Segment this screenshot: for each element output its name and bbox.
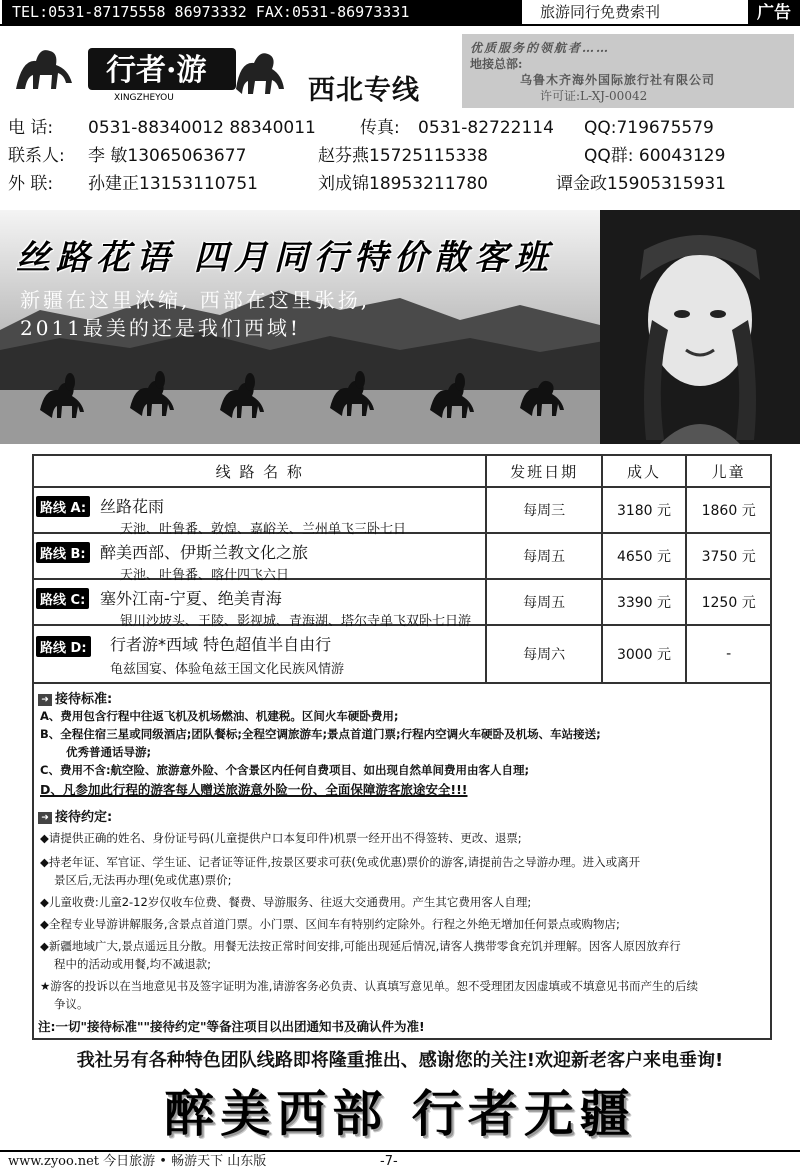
header-child: 儿童 [686,455,771,487]
contact-row-people [0,142,800,170]
standard-title: ➜ 接待标准: [38,688,112,707]
route-table [32,454,772,684]
notes-box [32,684,772,1040]
agency-label: 地接总部: [470,57,523,71]
route-cell [33,533,486,583]
route-badge: 路线 B: [36,542,90,563]
agreement-4: ◆全程专业导游讲解服务,含景点首道门票。小门票、区间车有特别约定除外。行程之外绝无增加任何景点或购物店; [40,917,620,931]
agency-license: 许可证:L-XJ-00042 [540,89,648,103]
route-date: 每周六 [486,625,601,683]
phone-value: 0531-88340012 88340011 [88,118,316,138]
footnote: 注:一切"接待标准""接待约定"等备注项目以出团通知书及确认件为准! [38,1019,425,1034]
header-date: 发班日期 [486,455,601,487]
table-row [33,579,771,625]
top-bar [0,0,800,26]
page-number: -7- [380,1154,398,1169]
big-slogan: 醉美西部 行者无疆 [164,1084,636,1143]
standard-b-cont: 优秀普通话导游; [66,745,152,759]
svg-text:XINGZHEYOU: XINGZHEYOU [114,93,174,103]
adult-price: 4650 元 [602,533,687,579]
adult-price: 3000 元 [602,625,687,683]
footer [0,1150,800,1172]
table-row [33,487,771,533]
route-name: 丝路花雨 [100,497,165,516]
route-date: 每周三 [486,487,601,533]
route-cell [33,579,486,629]
banner-subtitle-2: 2011最美的还是我们西域! [20,316,301,340]
route-name: 塞外江南-宁夏、绝美青海 [100,589,282,608]
contact-person-3: 孙建正13153110751 [88,174,258,194]
qq-group: QQ群: 60043129 [584,146,726,166]
contact-person-4: 刘成锦18953211780 [318,174,488,194]
fax-value: 0531-82722114 [418,118,554,138]
header-route: 线 路 名 称 [33,455,486,487]
child-price: 1250 元 [686,579,771,625]
route-badge: 路线 C: [36,588,89,609]
adult-price: 3180 元 [602,487,687,533]
route-date: 每周五 [486,579,601,625]
ad-label: 广告 [748,0,800,26]
contact-person-1: 李 敏13065063677 [88,146,247,166]
route-detail: 银川沙坡头、王陵、影视城、青海湖、塔尔寺单飞双卧七日游 [120,614,472,629]
route-cell [33,625,486,683]
table-row [33,533,771,579]
child-price: - [686,625,771,683]
agreement-6: ★游客的投诉以在当地意见书及签字证明为准,请游客务必负责、认真填写意见单。恕不受理团友因虚填或不填意见书而产生的后续 [40,979,698,993]
contact-row-phone [0,114,800,142]
route-name: 行者游*西域 特色超值半自由行 [110,635,332,654]
agreement-3: ◆儿童收费:儿童2-12岁仅收车位费、餐费、导游服务、往返大交通费用。产生其它费用客人自理; [40,895,532,909]
arrow-icon: ➜ [38,694,52,706]
outside-label: 外 联: [8,174,54,194]
route-detail: 天池、吐鲁番、喀什四飞六日 [120,568,290,583]
route-name: 醉美西部、伊斯兰教文化之旅 [100,543,309,562]
agreement-2: ◆持老年证、军官证、学生证、记者证等证件,按景区要求可获(免或优惠)票价的游客,请提前告之导游办理。进入或离开 [40,855,641,869]
top-contact: TEL:0531-87175558 86973332 FAX:0531-86973331 [2,0,522,24]
agency-name: 乌鲁木齐海外国际旅行社有限公司 [520,73,716,87]
banner-headline: 丝路花语 四月同行特价散客班 [16,238,554,278]
agreement-1: ◆请提供正确的姓名、身份证号码(儿童提供户口本复印件)机票一经开出不得签转、更改、退票; [40,831,522,845]
qq-number: QQ:719675579 [584,118,714,138]
banner [0,210,800,444]
agreement-6-cont: 争议。 [54,997,89,1011]
camel-logo-icon [6,34,296,104]
header [0,28,800,112]
announcement: 我社另有各种特色团队线路即将隆重推出、感谢您的关注!欢迎新老客户来电垂询! [76,1050,724,1071]
route-date: 每周五 [486,533,601,579]
table-row [33,625,771,683]
agreement-5-cont: 程中的活动或用餐,均不减退款; [54,957,212,971]
route-badge: 路线 D: [36,636,91,657]
logo [6,34,296,104]
route-detail: 天池、吐鲁番、敦煌、嘉峪关、兰州单飞三卧七日 [120,522,407,537]
agreement-2-cont: 景区后,无法再办理(免或优惠)票价; [54,873,232,887]
arrow-icon: ➜ [38,812,52,824]
header-adult: 成人 [602,455,687,487]
contact-person-2: 赵芬燕15725115338 [318,146,488,166]
route-badge: 路线 A: [36,496,90,517]
table-header-row [33,455,771,487]
contact-person-5: 谭金政15905315931 [556,174,726,194]
standard-b: B、全程住宿三星或同级酒店;团队餐标;全程空调旅游车;景点首道门票;行程内空调火车硬卧及机场、车站接送; [40,727,601,741]
phone-label: 电 话: [8,118,54,138]
contact-label: 联系人: [8,146,65,166]
agency-box [462,34,794,108]
fax-label: 传真: [360,118,400,138]
child-price: 3750 元 [686,533,771,579]
footer-site: www.zyoo.net 今日旅游 • 畅游天下 山东版 [8,1154,267,1169]
banner-subtitle-1: 新疆在这里浓缩, 西部在这里张扬, [20,288,371,312]
route-detail: 龟兹国宴、体验龟兹王国文化民族风情游 [110,662,345,677]
agreement-5: ◆新疆地域广大,景点遥远且分散。用餐无法按正常时间安排,可能出现延后情况,请客人携带零食充饥并理解。因客人原因放弃行 [40,939,681,953]
adult-price: 3390 元 [602,579,687,625]
child-price: 1860 元 [686,487,771,533]
standard-c: C、费用不含:航空险、旅游意外险、个含景区内任何自费项目、如出现自然单间费用由客人自理; [40,763,530,777]
agreement-title: ➜ 接待约定: [38,806,112,825]
standard-a: A、费用包含行程中往返飞机及机场燃油、机建税。区间火车硬卧费用; [40,709,399,723]
top-slogan: 旅游同行免费索刊 [540,3,661,21]
svg-text:行者·游: 行者·游 [106,53,207,88]
standard-d: D、凡参加此行程的游客每人赠送旅游意外险一份、全面保障游客旅途安全!!! [40,782,468,797]
route-cell [33,487,486,537]
contacts [0,114,800,198]
route-title: 西北专线 [308,75,420,106]
agency-slogan: 优质服务的领航者…… [470,41,611,55]
contact-row-outside [0,170,800,198]
